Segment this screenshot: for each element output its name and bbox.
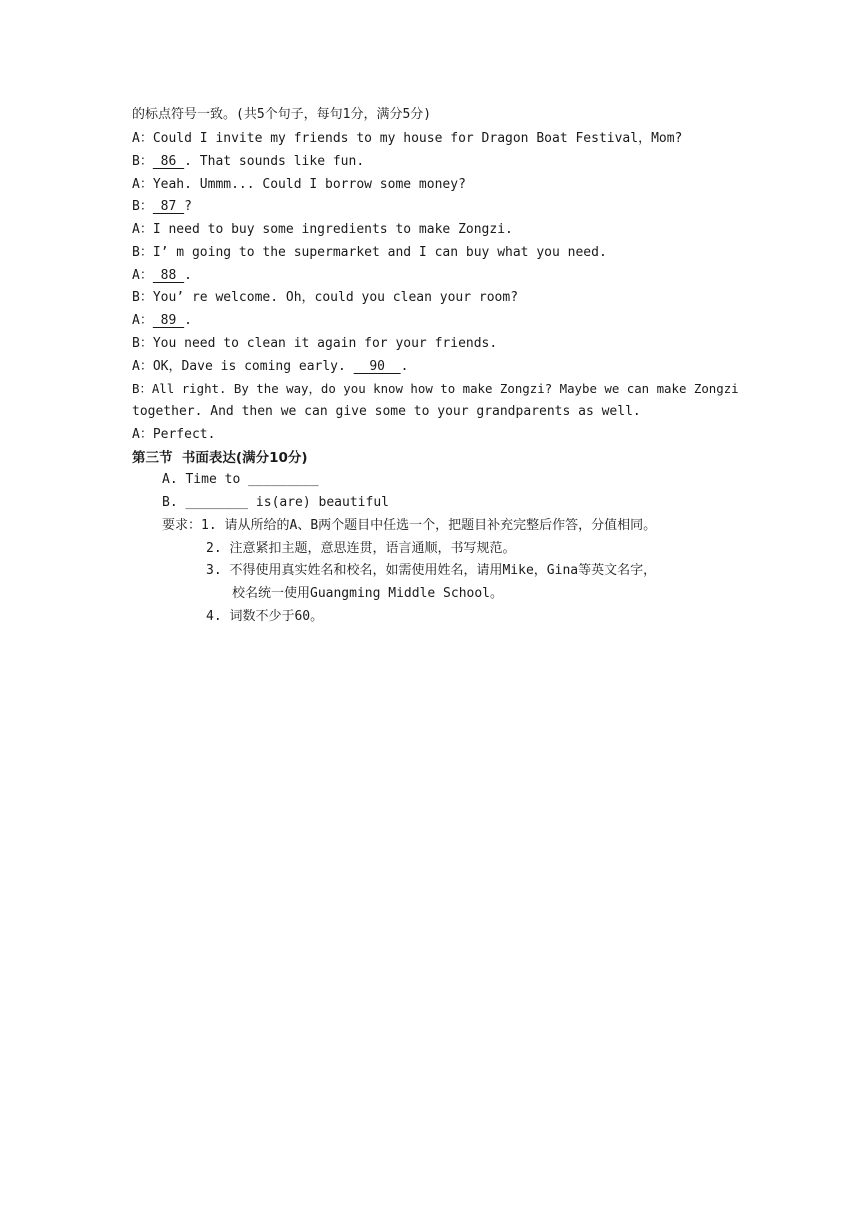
intro-line: 的标点符号一致。(共5个句子，每句1分，满分5分)	[132, 107, 432, 122]
dialogue-line: together. And then we can give some to your grandparents as well.	[132, 404, 641, 419]
answer-blank-86[interactable]: 86	[152, 154, 185, 169]
dialogue-line	[132, 152, 364, 172]
line-text: ?	[184, 199, 192, 214]
speaker-text: B：	[132, 199, 153, 214]
answer-blank-87[interactable]: 87	[152, 199, 185, 214]
line-text: .	[184, 313, 192, 328]
dialogue-line: A：Yeah. Ummm... Could I borrow some money?	[132, 177, 466, 192]
dialogue-line	[132, 311, 192, 331]
answer-blank-88[interactable]: 88	[152, 268, 185, 283]
requirement-4: 4. 词数不少于60。	[206, 609, 324, 624]
dialogue-line: B：You’ re welcome. Oh，could you clean your room?	[132, 290, 519, 305]
speaker-text: A：OK，Dave is coming early.	[132, 359, 354, 374]
line-text: .	[184, 268, 192, 283]
speaker-text: A：	[132, 313, 153, 328]
topic-b: B. ________ is(are) beautiful	[162, 495, 389, 510]
requirement-line	[162, 516, 656, 536]
requirement-3-continued: 校名统一使用Guangming Middle School。	[232, 586, 504, 601]
requirements-label: 要求：	[162, 518, 202, 533]
dialogue-line: A：Perfect.	[132, 427, 216, 442]
answer-blank-90[interactable]: 90	[353, 359, 401, 374]
dialogue-line: B：I’ m going to the supermarket and I can buy what you need.	[132, 245, 607, 260]
dialogue-line: B：All right. By the way，do you know how to make Zongzi? Maybe we can make Zongzi	[132, 381, 739, 396]
dialogue-line	[132, 266, 192, 286]
requirement-3: 3. 不得使用真实姓名和校名，如需使用姓名，请用Mike，Gina等英文名字，	[206, 563, 657, 578]
topic-a: A. Time to _________	[162, 472, 319, 487]
dialogue-line: A：I need to buy some ingredients to make Zongzi.	[132, 222, 513, 237]
answer-blank-89[interactable]: 89	[152, 313, 185, 328]
dialogue-line	[132, 197, 192, 217]
requirement-2: 2. 注意紧扣主题，意思连贯，语言通顺，书写规范。	[206, 541, 516, 556]
section-heading: 第三节 书面表达(满分10分)	[132, 450, 308, 466]
speaker-text: B：	[132, 154, 153, 169]
line-text: .	[400, 359, 409, 374]
speaker-text: A：	[132, 268, 153, 283]
dialogue-line: A：Could I invite my friends to my house for Dragon Boat Festival，Mom?	[132, 131, 683, 146]
dialogue-line: B：You need to clean it again for your friends.	[132, 336, 498, 351]
line-text: . That sounds like fun.	[184, 154, 365, 169]
requirement-1: 1. 请从所给的A、B两个题目中任选一个，把题目补充完整后作答，分值相同。	[201, 518, 657, 533]
dialogue-line	[132, 357, 408, 377]
